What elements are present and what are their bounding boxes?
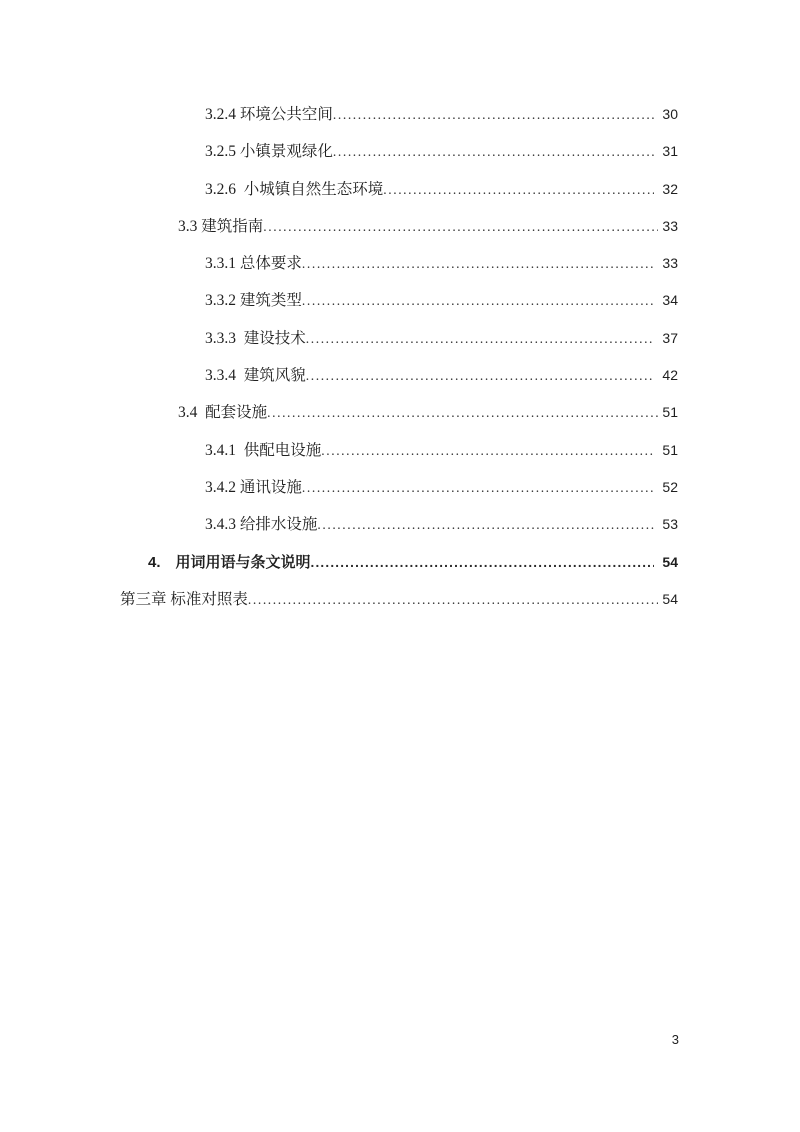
toc-entry-3-3 — [120, 208, 678, 245]
toc-entry-3-2-6 — [120, 171, 678, 208]
toc-entry-3-2-4 — [120, 96, 678, 133]
toc-entry-label: 3.3.3 建设技术 — [205, 329, 306, 347]
toc-entry-label: 3.3.4 建筑风貌 — [205, 367, 306, 385]
toc-entry-label: 3.3.2 建筑类型 — [205, 292, 302, 310]
dot-leader — [321, 432, 654, 469]
toc-entry-label: 3.2.5 小镇景观绿化 — [205, 143, 333, 161]
toc-entry-page-number: 31 — [662, 143, 678, 160]
footer-page-number: 3 — [671, 1032, 679, 1047]
toc-entry-4 — [120, 544, 678, 581]
toc-entry-3-4-2 — [120, 469, 678, 506]
toc-entry-label: 3.2.4 环境公共空间 — [205, 106, 333, 123]
toc-entry-page-number: 33 — [662, 255, 678, 272]
toc-entry-page-number: 42 — [662, 367, 678, 384]
dot-leader — [317, 506, 654, 543]
toc-entry-label: 3.3 建筑指南 — [178, 217, 264, 235]
toc-entry-3-3-2 — [120, 282, 678, 319]
dot-leader — [302, 245, 654, 282]
dot-leader — [383, 171, 654, 208]
toc-entry-label: 3.3.1 总体要求 — [205, 255, 302, 273]
toc-entry-page-number: 32 — [662, 180, 678, 197]
toc-entry-3-4-1 — [120, 432, 678, 469]
dot-leader — [311, 544, 654, 581]
toc-entry-page-number: 53 — [662, 516, 678, 533]
toc-entry-3-3-3 — [120, 320, 678, 357]
toc-entry-3-4-3 — [120, 506, 678, 543]
toc-entry-label: 4. 用词用语与条文说明 — [148, 553, 311, 571]
toc-entry-3-3-1 — [120, 245, 678, 282]
dot-leader — [333, 96, 654, 133]
dot-leader — [306, 320, 654, 357]
dot-leader — [333, 133, 654, 170]
toc-entry-3-2-5 — [120, 133, 678, 170]
toc-entry-label: 3.4.3 给排水设施 — [205, 516, 318, 534]
dot-leader — [248, 581, 658, 618]
toc-entry-3-4 — [120, 394, 678, 431]
toc-entry-label: 第三章 标准对照表 — [120, 590, 248, 608]
toc-entry-page-number: 54 — [662, 553, 678, 570]
toc-entry-label: 3.4.1 供配电设施 — [205, 441, 322, 459]
toc-entry-page-number: 34 — [662, 292, 678, 309]
toc-entry-page-number: 54 — [662, 590, 678, 607]
dot-leader — [302, 469, 654, 506]
toc-entry-page-number: 51 — [662, 404, 678, 421]
table-of-contents — [120, 96, 678, 618]
toc-entry-label: 3.4 配套设施 — [178, 404, 268, 422]
toc-entry-page-number: 51 — [662, 441, 678, 458]
dot-leader — [306, 357, 654, 394]
dot-leader — [263, 208, 658, 245]
dot-leader — [302, 282, 654, 319]
toc-entry-label: 3.2.6 小城镇自然生态环境 — [205, 180, 384, 198]
toc-entry-label: 3.4.2 通讯设施 — [205, 478, 302, 496]
toc-entry-chapter-3 — [120, 581, 678, 618]
toc-entry-page-number: 37 — [662, 329, 678, 346]
toc-entry-page-number: 33 — [662, 217, 678, 234]
toc-entry-page-number: 52 — [662, 478, 678, 495]
dot-leader — [267, 394, 658, 431]
toc-entry-page-number: 30 — [662, 106, 678, 122]
toc-entry-3-3-4 — [120, 357, 678, 394]
